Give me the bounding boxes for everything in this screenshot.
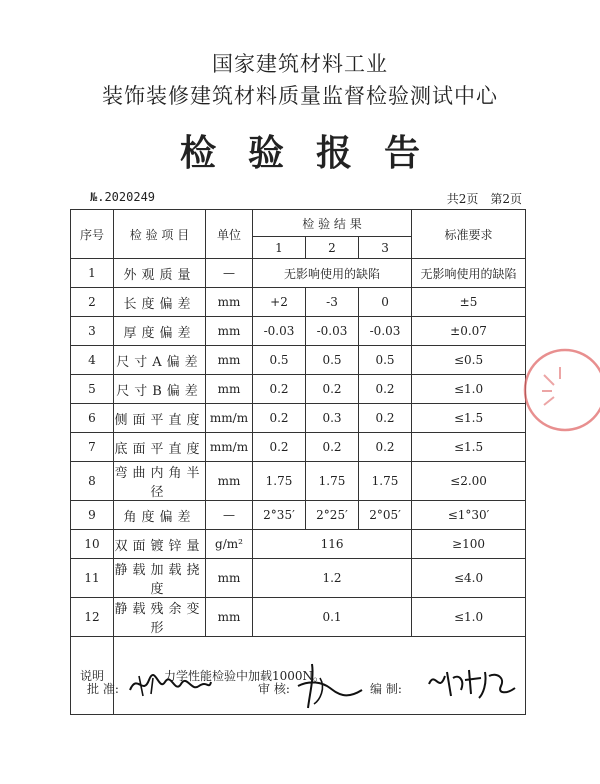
approver-signature — [125, 668, 215, 700]
row-seq: 10 — [71, 530, 114, 559]
report-title: 检验报告 — [179, 132, 452, 174]
compiler-signature — [425, 664, 520, 702]
row-result-merged: 1.2 — [253, 559, 412, 598]
row-unit: mm — [206, 598, 253, 637]
row-item: 静载加载挠度 — [114, 559, 206, 598]
note-label: 说明 — [71, 637, 114, 715]
row-unit: mm/m — [206, 433, 253, 462]
table-row — [71, 404, 526, 433]
row-result-2: -3 — [306, 288, 359, 317]
row-standard: ≤1.5 — [412, 404, 526, 433]
row-item: 角度偏差 — [114, 501, 206, 530]
row-seq: 4 — [71, 346, 114, 375]
row-result-1: 2°35′ — [253, 501, 306, 530]
row-result-2: 0.2 — [306, 375, 359, 404]
row-unit: mm — [206, 559, 253, 598]
row-result-1: -0.03 — [253, 317, 306, 346]
row-standard: ≤1.5 — [412, 433, 526, 462]
page-info: 共2页 第2页 — [446, 192, 522, 206]
row-standard: 无影响使用的缺陷 — [412, 259, 526, 288]
row-result-3: 0.2 — [359, 375, 412, 404]
row-result-3: 1.75 — [359, 462, 412, 501]
table-row — [71, 375, 526, 404]
row-standard: ≤1°30′ — [412, 501, 526, 530]
row-unit: mm — [206, 317, 253, 346]
header-seq: 序号 — [71, 210, 114, 259]
table-row — [71, 433, 526, 462]
row-standard: ≤1.0 — [412, 375, 526, 404]
row-result-1: 0.2 — [253, 433, 306, 462]
row-seq: 1 — [71, 259, 114, 288]
row-result-2: 0.3 — [306, 404, 359, 433]
row-item: 双面镀锌量 — [114, 530, 206, 559]
header-standard: 标准要求 — [412, 210, 526, 259]
row-result-2: 1.75 — [306, 462, 359, 501]
row-seq: 9 — [71, 501, 114, 530]
inspection-table — [70, 209, 526, 715]
row-result-merged: 无影响使用的缺陷 — [253, 259, 412, 288]
row-result-2: 0.2 — [306, 433, 359, 462]
row-seq: 2 — [71, 288, 114, 317]
header-results: 检 验 结 果 — [253, 210, 412, 237]
row-result-2: -0.03 — [306, 317, 359, 346]
row-result-1: 0.2 — [253, 375, 306, 404]
row-result-3: 2°05′ — [359, 501, 412, 530]
table-row — [71, 346, 526, 375]
row-standard: ≤4.0 — [412, 559, 526, 598]
official-seal — [520, 345, 600, 435]
row-standard: ≥100 — [412, 530, 526, 559]
row-seq: 3 — [71, 317, 114, 346]
row-unit: g/m² — [206, 530, 253, 559]
row-result-3: 0.5 — [359, 346, 412, 375]
table-row — [71, 288, 526, 317]
row-unit: mm — [206, 375, 253, 404]
row-result-1: +2 — [253, 288, 306, 317]
row-seq: 7 — [71, 433, 114, 462]
row-result-1: 1.75 — [253, 462, 306, 501]
row-standard: ≤2.00 — [412, 462, 526, 501]
row-result-2: 0.5 — [306, 346, 359, 375]
sample-col-1: 1 — [253, 237, 306, 259]
table-row — [71, 462, 526, 501]
report-number: №.2020249 — [90, 190, 156, 204]
row-seq: 6 — [71, 404, 114, 433]
row-result-3: 0 — [359, 288, 412, 317]
table-row — [71, 530, 526, 559]
row-item: 底面平直度 — [114, 433, 206, 462]
row-standard: ≤0.5 — [412, 346, 526, 375]
row-result-1: 0.2 — [253, 404, 306, 433]
row-result-3: 0.2 — [359, 433, 412, 462]
row-item: 侧面平直度 — [114, 404, 206, 433]
table-row — [71, 259, 526, 288]
row-result-merged: 0.1 — [253, 598, 412, 637]
row-result-3: -0.03 — [359, 317, 412, 346]
row-item: 长度偏差 — [114, 288, 206, 317]
table-row — [71, 501, 526, 530]
review-label: 审 核: — [258, 682, 290, 696]
row-standard: ±5 — [412, 288, 526, 317]
table-row — [71, 317, 526, 346]
org-name-line2: 装饰装修建筑材料质量监督检验测试中心 — [102, 84, 498, 108]
row-item: 静载残余变形 — [114, 598, 206, 637]
org-name-line1: 国家建筑材料工业 — [212, 52, 388, 76]
approve-label: 批 准: — [87, 682, 119, 696]
row-item: 厚度偏差 — [114, 317, 206, 346]
row-item: 弯曲内角半径 — [114, 462, 206, 501]
row-result-1: 0.5 — [253, 346, 306, 375]
row-unit: — — [206, 259, 253, 288]
sample-col-3: 3 — [359, 237, 412, 259]
header-unit: 单位 — [206, 210, 253, 259]
row-unit: mm — [206, 462, 253, 501]
row-seq: 8 — [71, 462, 114, 501]
reviewer-signature — [290, 660, 370, 712]
note-text: 力学性能检验中加载1000N。 — [114, 637, 526, 715]
row-seq: 5 — [71, 375, 114, 404]
row-item: 尺寸A偏差 — [114, 346, 206, 375]
row-unit: mm — [206, 288, 253, 317]
row-result-3: 0.2 — [359, 404, 412, 433]
row-seq: 12 — [71, 598, 114, 637]
row-unit: — — [206, 501, 253, 530]
row-result-merged: 116 — [253, 530, 412, 559]
compile-label: 编 制: — [370, 682, 402, 696]
table-row — [71, 598, 526, 637]
row-unit: mm — [206, 346, 253, 375]
header-item: 检 验 项 目 — [114, 210, 206, 259]
row-item: 尺寸B偏差 — [114, 375, 206, 404]
sample-col-2: 2 — [306, 237, 359, 259]
row-standard: ±0.07 — [412, 317, 526, 346]
table-row — [71, 559, 526, 598]
row-result-2: 2°25′ — [306, 501, 359, 530]
row-item: 外观质量 — [114, 259, 206, 288]
row-unit: mm/m — [206, 404, 253, 433]
row-seq: 11 — [71, 559, 114, 598]
row-standard: ≤1.0 — [412, 598, 526, 637]
